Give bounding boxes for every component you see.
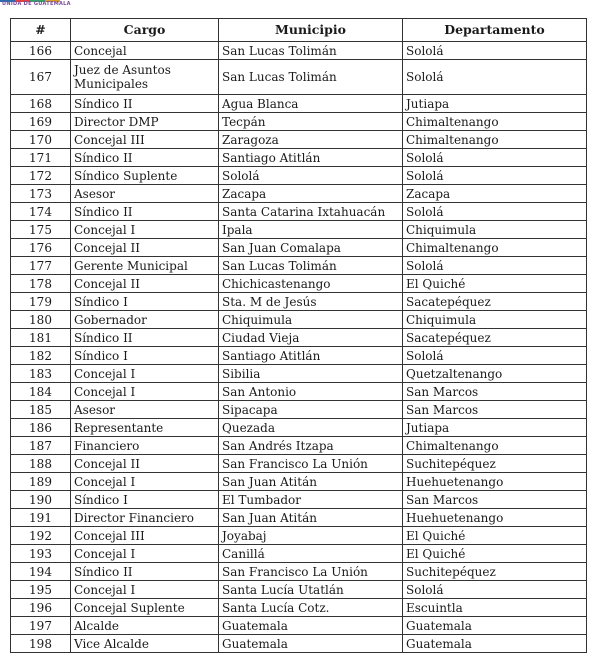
cell-departamento: Sacatepéquez — [403, 329, 587, 347]
cell-cargo: Director DMP — [71, 113, 219, 131]
cell-departamento: Guatemala — [403, 635, 587, 653]
cell-number: 186 — [11, 419, 71, 437]
cell-municipio: Zacapa — [219, 185, 403, 203]
cell-municipio: Santa Lucía Utatlán — [219, 581, 403, 599]
cell-departamento: San Marcos — [403, 383, 587, 401]
cell-municipio: Santa Lucía Cotz. — [219, 599, 403, 617]
cell-number: 181 — [11, 329, 71, 347]
cell-municipio: San Francisco La Unión — [219, 455, 403, 473]
cell-municipio: Santiago Atitlán — [219, 149, 403, 167]
cell-municipio: Tecpán — [219, 113, 403, 131]
table-header-row — [11, 19, 587, 42]
cell-cargo: Concejal III — [71, 527, 219, 545]
cell-cargo: Director Financiero — [71, 509, 219, 527]
cell-municipio: Joyabaj — [219, 527, 403, 545]
table-row — [11, 599, 587, 617]
cell-cargo: Concejal Suplente — [71, 599, 219, 617]
cell-number: 182 — [11, 347, 71, 365]
cell-number: 191 — [11, 509, 71, 527]
cell-number: 175 — [11, 221, 71, 239]
cell-municipio: Santa Catarina Ixtahuacán — [219, 203, 403, 221]
cell-municipio: Chiquimula — [219, 311, 403, 329]
cell-departamento: Sololá — [403, 42, 587, 60]
cell-municipio: Guatemala — [219, 617, 403, 635]
table-row — [11, 131, 587, 149]
cell-municipio: Canillá — [219, 545, 403, 563]
header-municipio: Municipio — [219, 19, 403, 42]
cell-number: 184 — [11, 383, 71, 401]
cell-number: 185 — [11, 401, 71, 419]
cell-cargo: Vice Alcalde — [71, 635, 219, 653]
table-row — [11, 617, 587, 635]
cell-cargo: Concejal I — [71, 581, 219, 599]
cell-number: 196 — [11, 599, 71, 617]
table-row — [11, 257, 587, 275]
cell-municipio: El Tumbador — [219, 491, 403, 509]
table-row — [11, 383, 587, 401]
cell-cargo: Gobernador — [71, 311, 219, 329]
cell-cargo: Concejal I — [71, 545, 219, 563]
table-row — [11, 491, 587, 509]
table-row — [11, 239, 587, 257]
cell-departamento: Huehuetenango — [403, 509, 587, 527]
table-row — [11, 635, 587, 653]
cell-number: 192 — [11, 527, 71, 545]
cell-departamento: El Quiché — [403, 545, 587, 563]
cell-number: 183 — [11, 365, 71, 383]
cell-cargo: Concejal — [71, 42, 219, 60]
cell-municipio: Agua Blanca — [219, 95, 403, 113]
cell-number: 170 — [11, 131, 71, 149]
table-row — [11, 509, 587, 527]
cell-number: 198 — [11, 635, 71, 653]
table-row — [11, 527, 587, 545]
cell-municipio: Quezada — [219, 419, 403, 437]
cell-municipio: San Lucas Tolimán — [219, 60, 403, 95]
cell-departamento: Quetzaltenango — [403, 365, 587, 383]
cell-number: 176 — [11, 239, 71, 257]
cell-number: 172 — [11, 167, 71, 185]
header-logo-strip — [0, 0, 71, 7]
cell-departamento: San Marcos — [403, 491, 587, 509]
header-cargo: Cargo — [71, 19, 219, 42]
cell-cargo: Síndico I — [71, 491, 219, 509]
cell-departamento: Chimaltenango — [403, 113, 587, 131]
cell-departamento: Chimaltenango — [403, 437, 587, 455]
cell-departamento: Sololá — [403, 257, 587, 275]
cell-number: 173 — [11, 185, 71, 203]
cell-municipio: San Antonio — [219, 383, 403, 401]
cell-departamento: Zacapa — [403, 185, 587, 203]
cell-municipio: San Juan Atitán — [219, 473, 403, 491]
cell-municipio: Sibilia — [219, 365, 403, 383]
cell-cargo: Concejal I — [71, 221, 219, 239]
table-row — [11, 347, 587, 365]
table-row — [11, 545, 587, 563]
cell-cargo: Concejal III — [71, 131, 219, 149]
cell-cargo: Síndico I — [71, 347, 219, 365]
table-row — [11, 473, 587, 491]
cell-cargo: Concejal I — [71, 473, 219, 491]
table-row — [11, 563, 587, 581]
cell-departamento: Sololá — [403, 347, 587, 365]
cell-cargo: Síndico I — [71, 293, 219, 311]
cell-municipio: San Lucas Tolimán — [219, 257, 403, 275]
cell-cargo: Concejal I — [71, 383, 219, 401]
cell-cargo: Síndico Suplente — [71, 167, 219, 185]
cell-cargo: Síndico II — [71, 149, 219, 167]
cell-municipio: Santiago Atitlán — [219, 347, 403, 365]
cell-number: 166 — [11, 42, 71, 60]
cell-cargo: Alcalde — [71, 617, 219, 635]
cell-departamento: El Quiché — [403, 527, 587, 545]
table-row — [11, 95, 587, 113]
table-row — [11, 401, 587, 419]
cell-number: 167 — [11, 60, 71, 95]
officials-table — [10, 18, 587, 653]
cell-number: 168 — [11, 95, 71, 113]
cell-departamento: Guatemala — [403, 617, 587, 635]
cell-departamento: Sololá — [403, 149, 587, 167]
cell-departamento: Sacatepéquez — [403, 293, 587, 311]
cell-cargo: Juez de Asuntos Municipales — [71, 60, 219, 95]
cell-number: 178 — [11, 275, 71, 293]
cell-number: 179 — [11, 293, 71, 311]
cell-cargo: Concejal I — [71, 365, 219, 383]
cell-cargo: Asesor — [71, 401, 219, 419]
cell-cargo: Concejal II — [71, 455, 219, 473]
header-departamento: Departamento — [403, 19, 587, 42]
cell-cargo: Síndico II — [71, 563, 219, 581]
table-row — [11, 581, 587, 599]
cell-municipio: Ciudad Vieja — [219, 329, 403, 347]
cell-number: 187 — [11, 437, 71, 455]
table-row — [11, 203, 587, 221]
cell-cargo: Concejal II — [71, 239, 219, 257]
table-row — [11, 455, 587, 473]
table-row — [11, 42, 587, 60]
cell-departamento: Jutiapa — [403, 95, 587, 113]
cell-number: 194 — [11, 563, 71, 581]
cell-number: 180 — [11, 311, 71, 329]
cell-departamento: Jutiapa — [403, 419, 587, 437]
cell-departamento: Sololá — [403, 203, 587, 221]
table-row — [11, 419, 587, 437]
table-row — [11, 437, 587, 455]
cell-number: 188 — [11, 455, 71, 473]
cell-cargo: Financiero — [71, 437, 219, 455]
table-row — [11, 311, 587, 329]
cell-cargo: Representante — [71, 419, 219, 437]
cell-municipio: Zaragoza — [219, 131, 403, 149]
cell-number: 195 — [11, 581, 71, 599]
cell-departamento: Suchitepéquez — [403, 563, 587, 581]
cell-number: 171 — [11, 149, 71, 167]
header-number: # — [11, 19, 71, 42]
cell-number: 174 — [11, 203, 71, 221]
cell-municipio: San Lucas Tolimán — [219, 42, 403, 60]
cell-departamento: Sololá — [403, 581, 587, 599]
table-row — [11, 329, 587, 347]
cell-municipio: Ipala — [219, 221, 403, 239]
cell-number: 169 — [11, 113, 71, 131]
table-row — [11, 293, 587, 311]
cell-departamento: Suchitepéquez — [403, 455, 587, 473]
cell-number: 190 — [11, 491, 71, 509]
table-row — [11, 221, 587, 239]
cell-municipio: Guatemala — [219, 635, 403, 653]
cell-municipio: Sololá — [219, 167, 403, 185]
cell-cargo: Síndico II — [71, 329, 219, 347]
table-row — [11, 365, 587, 383]
table-row — [11, 149, 587, 167]
cell-departamento: Sololá — [403, 60, 587, 95]
cell-departamento: Chiquimula — [403, 221, 587, 239]
cell-cargo: Síndico II — [71, 203, 219, 221]
cell-municipio: San Juan Atitán — [219, 509, 403, 527]
header-strip-text: UNIDA DE GUATEMALA — [2, 1, 71, 7]
cell-cargo: Gerente Municipal — [71, 257, 219, 275]
cell-departamento: Chimaltenango — [403, 239, 587, 257]
cell-municipio: Sta. M de Jesús — [219, 293, 403, 311]
table-body — [11, 42, 587, 653]
cell-departamento: El Quiché — [403, 275, 587, 293]
table-row — [11, 185, 587, 203]
table-row — [11, 60, 587, 95]
cell-cargo: Concejal II — [71, 275, 219, 293]
cell-cargo: Asesor — [71, 185, 219, 203]
cell-cargo: Síndico II — [71, 95, 219, 113]
table-row — [11, 167, 587, 185]
table-row — [11, 113, 587, 131]
cell-municipio: San Francisco La Unión — [219, 563, 403, 581]
cell-municipio: Chichicastenango — [219, 275, 403, 293]
table-row — [11, 275, 587, 293]
cell-number: 197 — [11, 617, 71, 635]
cell-departamento: Huehuetenango — [403, 473, 587, 491]
cell-municipio: San Andrés Itzapa — [219, 437, 403, 455]
cell-number: 189 — [11, 473, 71, 491]
cell-departamento: Sololá — [403, 167, 587, 185]
cell-departamento: Chimaltenango — [403, 131, 587, 149]
cell-departamento: Escuintla — [403, 599, 587, 617]
cell-municipio: San Juan Comalapa — [219, 239, 403, 257]
cell-municipio: Sipacapa — [219, 401, 403, 419]
cell-departamento: Chiquimula — [403, 311, 587, 329]
cell-departamento: San Marcos — [403, 401, 587, 419]
cell-number: 177 — [11, 257, 71, 275]
cell-number: 193 — [11, 545, 71, 563]
